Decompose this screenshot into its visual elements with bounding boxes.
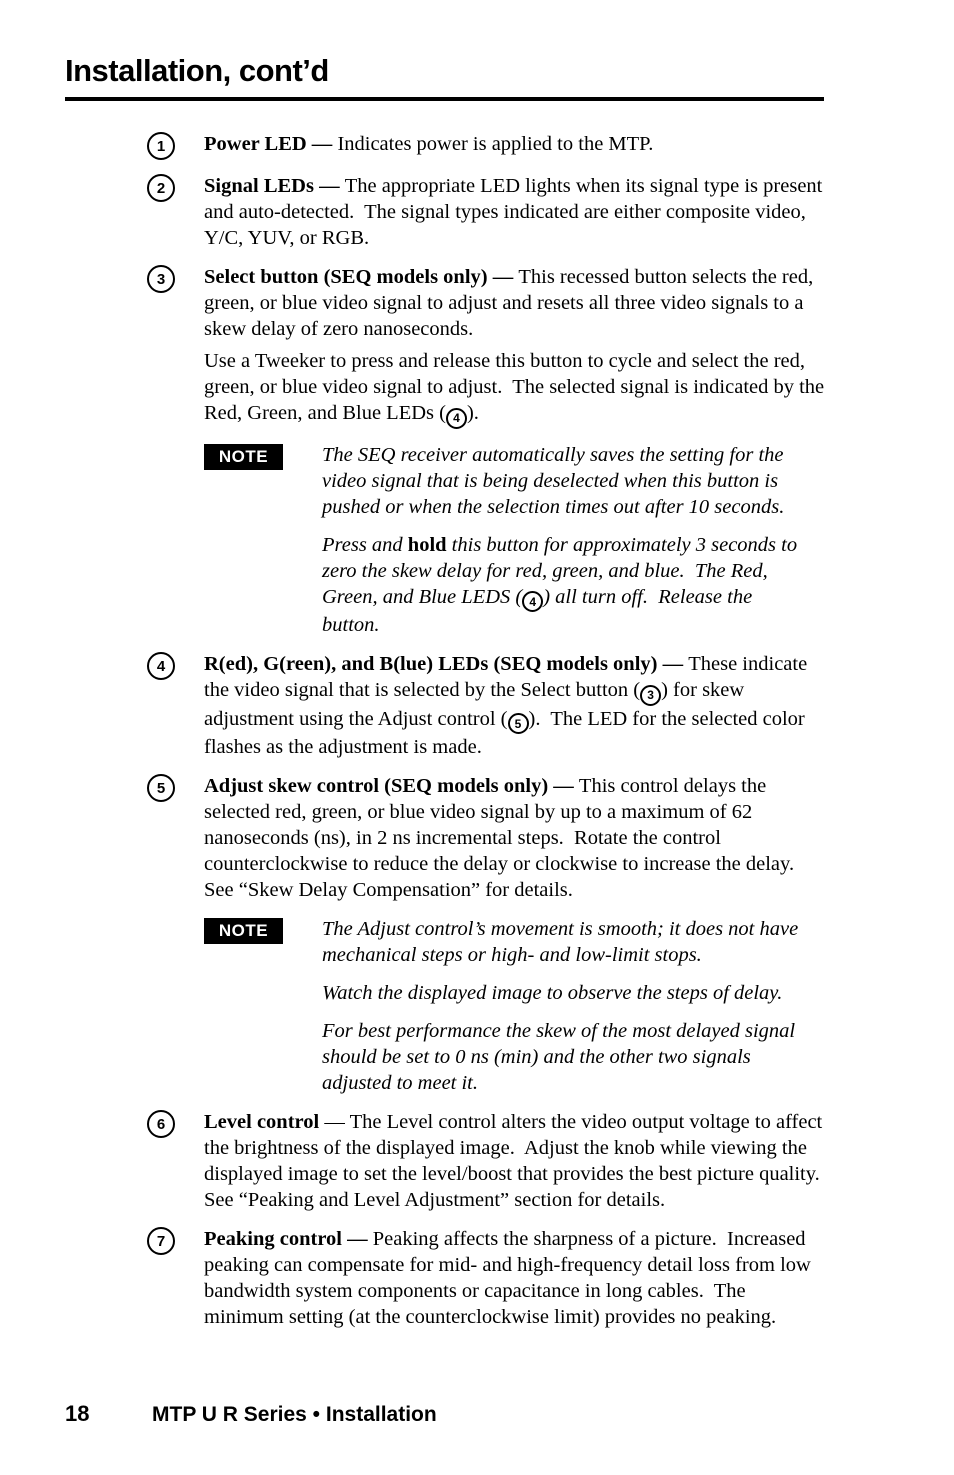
item-body — [204, 1226, 830, 1330]
note-badge: NOTE — [204, 444, 283, 470]
item-paragraph — [204, 264, 830, 342]
item-paragraph — [204, 651, 830, 760]
item-number-badge-3: 3 — [147, 265, 175, 293]
item-lead-text: Select button (SEQ models only) — — [204, 266, 519, 288]
item-body — [204, 651, 830, 760]
item-text: ). — [466, 402, 479, 424]
item-text: This recessed button selects the red, green, or blue video signal to adjust and resets all three video signals to a skew delay of zero nanoseconds. — [204, 266, 819, 340]
item-number-column — [147, 651, 204, 760]
inline-ref-badge-5: 5 — [508, 713, 529, 734]
footer-page-number: 18 — [65, 1401, 90, 1426]
list-item-select-button — [147, 264, 830, 638]
item-lead-text: Peaking control — — [204, 1228, 373, 1250]
item-body — [204, 131, 830, 160]
page-title: Installation, cont’d — [65, 53, 329, 88]
title-rule-divider — [65, 97, 824, 101]
item-body — [204, 264, 830, 638]
item-paragraph — [204, 131, 830, 157]
item-number-column — [147, 1109, 204, 1213]
item-number-badge-2: 2 — [147, 174, 175, 202]
item-number-column — [147, 131, 204, 160]
item-lead-text: Adjust skew control (SEQ models only) — — [204, 775, 579, 797]
item-text: Use a Tweeker to press and release this button to cycle and select the red, green, or blue video signal to adjust. The selected signal is indicated by the Red, Green, and Blue LEDs ( — [204, 350, 830, 424]
item-number-column — [147, 173, 204, 251]
item-text: Peaking affects the sharpness of a picture. Increased peaking can compensate for mid- and high-frequency detail loss from low bandwidth system components or capacitance in long cables. The minimum setting (at the counterclockwise limit) provides no peaking. — [204, 1228, 816, 1328]
item-number-column — [147, 1226, 204, 1330]
item-paragraph-continuation — [204, 348, 830, 429]
page-footer — [65, 1401, 437, 1427]
item-number-badge-6: 6 — [147, 1110, 175, 1138]
note-bold-text: hold — [407, 533, 447, 556]
inline-ref-badge-3: 3 — [640, 685, 661, 706]
note-badge: NOTE — [204, 918, 283, 944]
item-body — [204, 1109, 830, 1213]
note-block-2 — [204, 916, 830, 1096]
item-text: This control delays the selected red, green, or blue video signal by up to a maximum of 62 nanoseconds (ns), in 2 ns incremental steps. Rotate the control counterclockwise to reduce the delay or clockwise to increase the delay. See “Skew Delay Compensation” for details. — [204, 775, 805, 901]
note-paragraph: The SEQ receiver automatically saves the setting for the video signal that is being deselected when this button is pushed or when the selection times out after 10 seconds. — [322, 443, 789, 518]
list-item-power-led — [147, 131, 830, 160]
note-body — [322, 442, 814, 639]
item-number-column — [147, 773, 204, 1096]
item-text: ) for skew adjustment using the Adjust control ( — [204, 679, 750, 730]
note-text: ) all turn off. Release the button. — [322, 585, 758, 636]
item-number-column — [147, 264, 204, 638]
page-content — [147, 131, 830, 1343]
note-paragraph: For best performance the skew of the most delayed signal should be set to 0 ns (min) and the other two signals adjusted to meet it. — [322, 1020, 801, 1094]
item-lead-text: Power LED — — [204, 133, 338, 155]
list-item-level-control — [147, 1109, 830, 1213]
note-paragraph — [322, 532, 814, 639]
item-number-badge-1: 1 — [147, 132, 175, 160]
note-body — [322, 916, 814, 1096]
item-paragraph — [204, 1109, 830, 1213]
item-paragraph — [204, 773, 830, 903]
note-text: Press and — [322, 533, 408, 556]
item-paragraph — [204, 173, 830, 251]
item-text: The appropriate LED lights when its signal type is present and auto-detected. The signal types indicated are either composite video, Y/C, YUV, or RGB. — [204, 175, 828, 249]
inline-ref-badge-4: 4 — [522, 591, 543, 612]
footer-title: MTP U R Series • Installation — [152, 1403, 437, 1426]
item-lead-text: Signal LEDs — — [204, 175, 345, 197]
item-text: ). The LED for the selected color flashes as the adjustment is made. — [204, 707, 810, 758]
item-number-badge-7: 7 — [147, 1227, 175, 1255]
item-lead-text: R(ed), G(reen), and B(lue) LEDs (SEQ models only) — — [204, 653, 689, 675]
note-paragraph: The Adjust control’s movement is smooth; it does not have mechanical steps or high- and low-limit stops. — [322, 918, 804, 966]
item-number-badge-4: 4 — [147, 652, 175, 680]
item-number-badge-5: 5 — [147, 774, 175, 802]
note-paragraph: Watch the displayed image to observe the steps of delay. — [322, 982, 783, 1004]
item-text: These indicate the video signal that is selected by the Select button ( — [204, 653, 813, 701]
list-item-peaking-control — [147, 1226, 830, 1330]
item-paragraph — [204, 1226, 830, 1330]
list-item-rgb-leds — [147, 651, 830, 760]
list-item-signal-leds — [147, 173, 830, 251]
inline-ref-badge-4: 4 — [446, 408, 467, 429]
item-body — [204, 773, 830, 1096]
item-lead-text: Level control — [204, 1111, 320, 1133]
list-item-adjust-skew-control — [147, 773, 830, 1096]
item-body — [204, 173, 830, 251]
note-block-1 — [204, 442, 830, 639]
note-text: this button for approximately 3 seconds to zero the skew delay for red, green, and blue. The Red, Green, and Blue LEDS ( — [322, 533, 803, 608]
item-text: Indicates power is applied to the MTP. — [337, 133, 654, 155]
item-text: — The Level control alters the video output voltage to affect the brightness of the displayed image. Adjust the knob while viewing the displayed image to set the level/boost that provides the best picture quality. See “Peaking and Level Adjustment” section for details. — [204, 1111, 831, 1211]
